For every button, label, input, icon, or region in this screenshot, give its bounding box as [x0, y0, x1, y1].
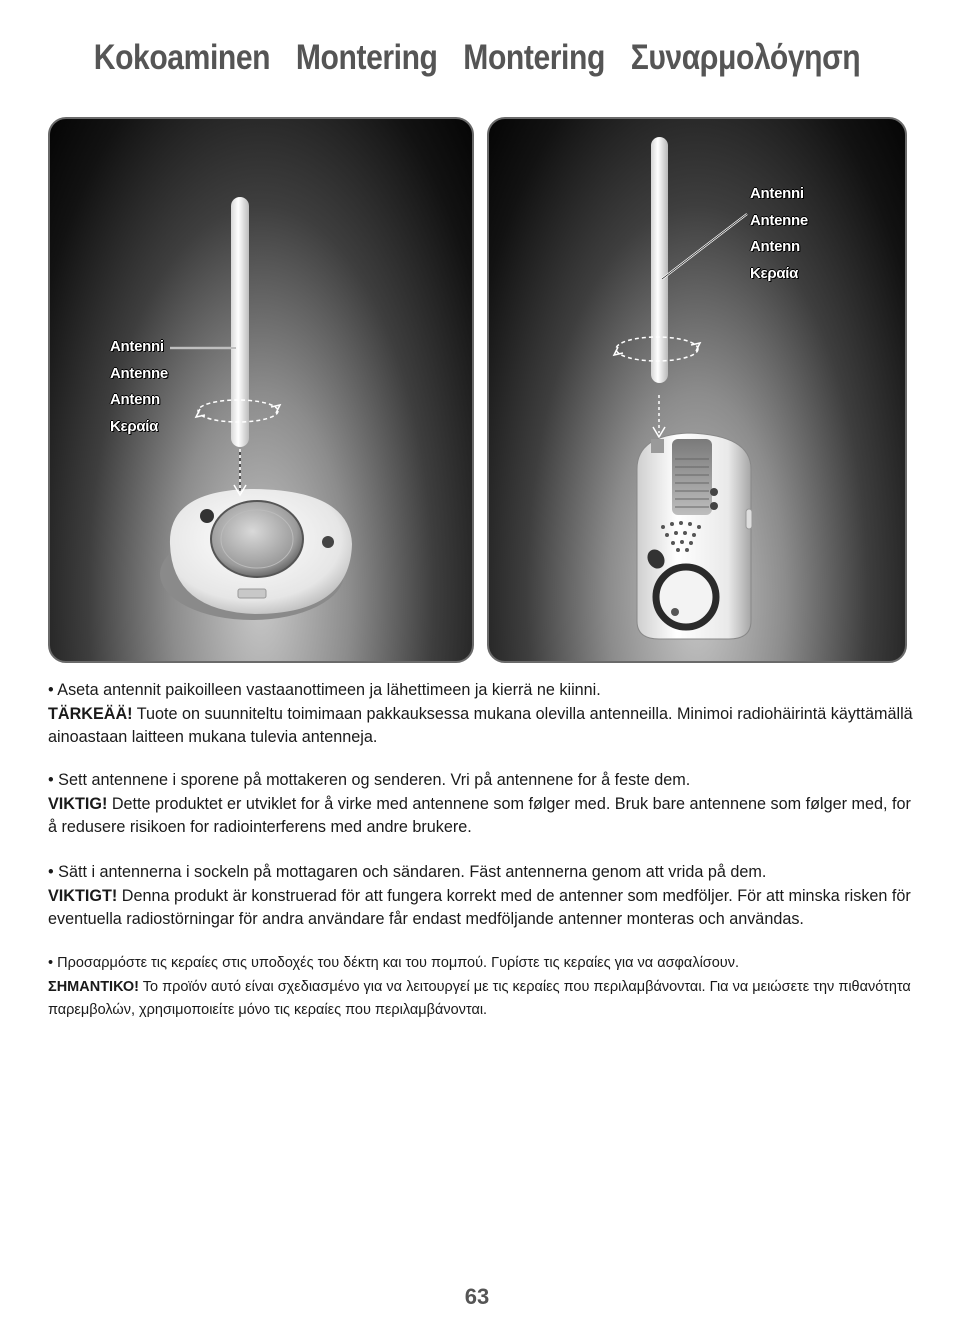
antenna-label-no: Antenne — [110, 364, 168, 382]
instructions-norwegian — [48, 769, 918, 840]
important-label: VIKTIG! — [48, 794, 108, 813]
talk-button — [656, 567, 716, 627]
instruction-bullet: • Προσαρμόστε τις κεραίες στις υποδοχές του δέκτη και του πομπού. Γυρίστε τις κεραίες για να ασφαλίσουν. — [48, 955, 740, 971]
antenna-label-el-right: Κεραία — [750, 264, 799, 282]
antenna-labels-right — [750, 181, 808, 287]
important-label: VIKTIGT! — [48, 886, 118, 905]
antenna-label-fi: Antenni — [110, 338, 164, 355]
page-titles — [67, 38, 887, 78]
title-swedish: Montering — [463, 38, 605, 77]
receiver-illustration — [48, 117, 474, 663]
receiver-speaker-disc — [211, 501, 303, 577]
important-text: Το προϊόν αυτό είναι σχεδιασμένο για να λειτουργεί με τις κεραίες που περιλαμβάνονται. Για να μειώσετε την πιθανότητα παρεμβολών, χρησιμοποιείτε μόνο τις κεραίες που περιλαμβάνονται. — [48, 978, 911, 1018]
important-label: ΣΗΜΑΝΤΙΚΟ! — [48, 978, 139, 995]
title-finnish: Kokoaminen — [93, 38, 271, 77]
important-text: Dette produktet er utviklet for å virke med antennene som følger med. Bruk bare antennene som følger med, for å redusere risikoen for radiointerferens med andre brukere. — [48, 794, 911, 836]
antenna-label-el: Κεραία — [110, 417, 159, 435]
instruction-note — [48, 703, 918, 750]
transmitter-illustration — [487, 117, 907, 663]
transmitter-drawing — [489, 119, 905, 661]
instruction-note — [48, 793, 918, 840]
important-text: Denna produkt är konstruerad för att fungera korrekt med de antenner som medföljer. För att minska risken för eventuella radiostörningar för andra användare får endast medföljande antenner monteras och användas. — [48, 886, 911, 928]
title-greek: Συναρμολόγηση — [630, 38, 861, 77]
power-button — [200, 509, 214, 523]
antenna-label-fi-right: Antenni — [750, 185, 804, 202]
volume-button — [322, 536, 334, 548]
title-norwegian: Montering — [295, 38, 438, 77]
belt-clip — [672, 439, 712, 515]
instruction-note — [48, 976, 918, 1023]
instructions-finnish — [48, 679, 918, 750]
important-label: TÄRKEÄÄ! — [48, 704, 133, 723]
instructions-greek — [48, 952, 918, 1023]
important-text: Tuote on suunniteltu toimimaan pakkauksessa mukana olevilla antenneilla. Minimoi radiohäirintä käyttämällä ainoastaan laitteen mukana tulevia antenneja. — [48, 704, 913, 746]
page-number: 63 — [464, 1284, 490, 1309]
instructions-swedish — [48, 861, 918, 932]
instruction-bullet: • Sett antennene i sporene på mottakeren og senderen. Vri på antennene for å feste dem. — [48, 771, 691, 789]
antenna-label-no-right: Antenne — [750, 211, 808, 229]
instruction-bullet: • Sätt i antennerna i sockeln på mottagaren och sändaren. Fäst antennerna genom att vrida på dem. — [48, 863, 767, 881]
transmitter-antenna — [651, 137, 668, 383]
receiver-antenna — [231, 197, 249, 447]
instruction-bullet: • Aseta antennit paikoilleen vastaanottimeen ja lähettimeen ja kierrä ne kiinni. — [48, 681, 601, 699]
antenna-label-sv: Antenn — [110, 391, 160, 408]
instruction-note — [48, 885, 918, 932]
brand-badge — [238, 589, 266, 598]
antenna-label-sv-right: Antenn — [750, 238, 800, 255]
antenna-labels-left — [110, 334, 168, 440]
